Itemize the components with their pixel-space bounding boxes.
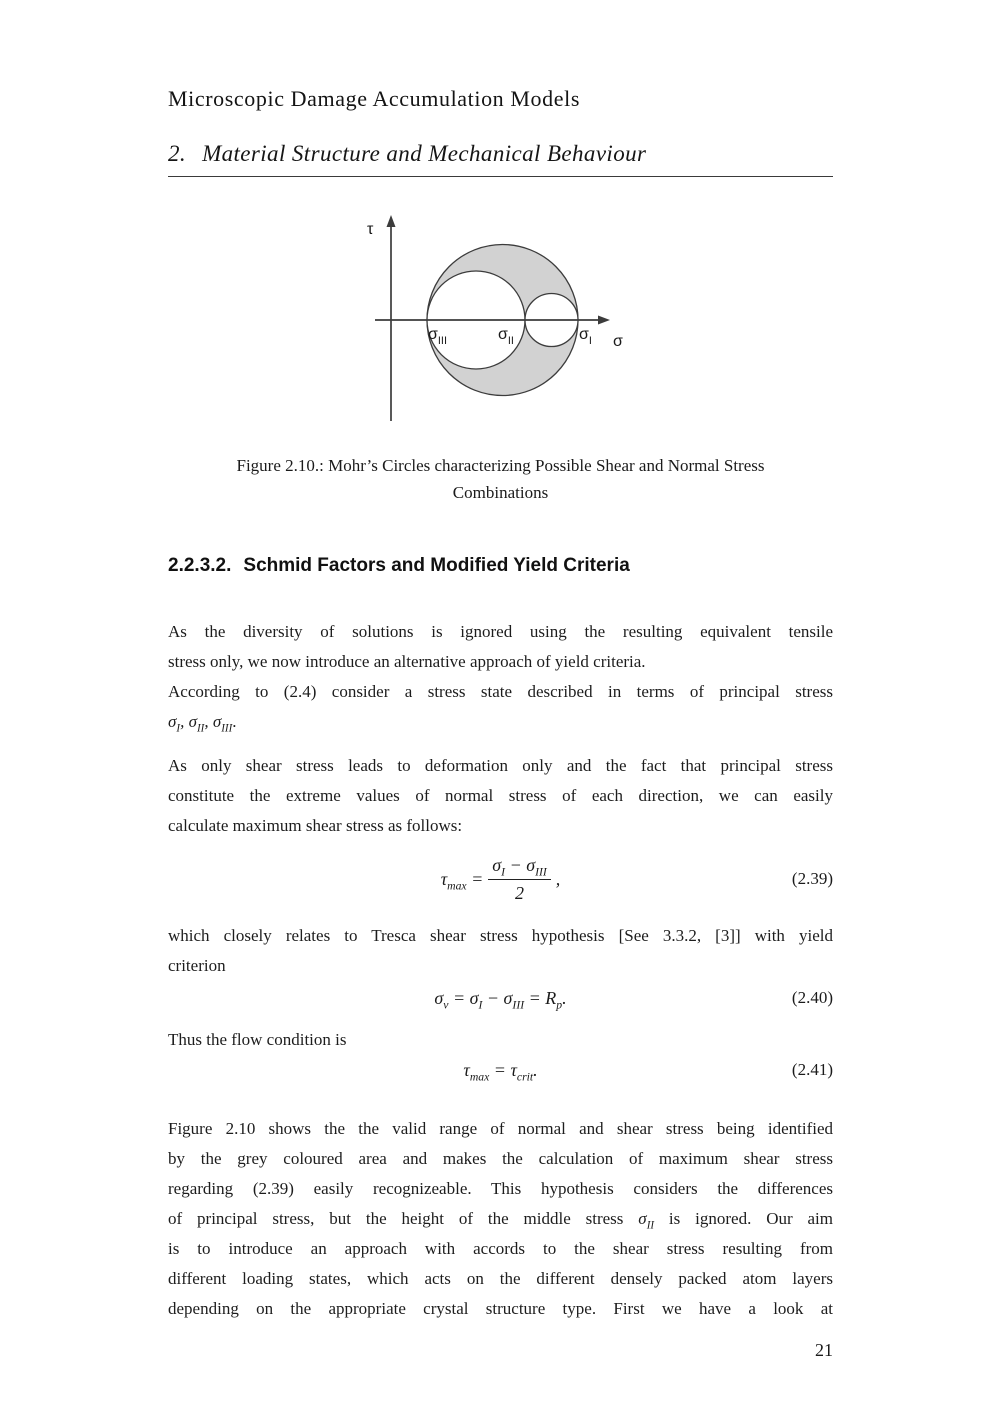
text-line: stress only, we now introduce an alternative approach of yield criteria. [168, 652, 646, 671]
equation-2-39-lhs: $\tau_{max}$ = [440, 868, 484, 893]
chapter-heading [168, 141, 833, 167]
mohr-circles-diagram [358, 206, 648, 438]
page-number: 21 [815, 1340, 833, 1360]
text-line: is to introduce an approach with accords to the shear stress resulting from [168, 1239, 833, 1258]
paragraph-1 [168, 617, 833, 737]
sigma-II-label: $\sigma_{II}$ [498, 326, 514, 347]
figure-caption [168, 452, 833, 506]
tau-axis-label: τ [367, 221, 374, 238]
text-line: of principal stress, but the height of the middle stress $\sigma_{II}$ is ignored. Our aim [168, 1209, 833, 1232]
subsection-number: 2.2.3.2. [168, 555, 232, 576]
paragraph-2 [168, 751, 833, 841]
fraction-numerator: $\sigma_I - \sigma_{III}$ [488, 855, 551, 880]
subsection-heading [168, 555, 833, 577]
equation-2-39-post: , [555, 868, 561, 889]
subsection-title: Schmid Factors and Modified Yield Criteria [243, 555, 630, 576]
sigma-axis-arrow-icon [598, 316, 610, 325]
equation-2-41 [168, 1055, 833, 1085]
sigma-III-label: $\sigma_{III}$ [428, 326, 448, 347]
paragraph-5 [168, 1114, 833, 1324]
text-line: regarding (2.39) easily recognizeable. This hypothesis considers the differences [168, 1179, 833, 1198]
text-line: depending on the appropriate crystal structure type. First we have a look at [168, 1299, 833, 1318]
equation-2-40-tag: (2.40) [791, 988, 833, 1007]
text-line: which closely relates to Tresca shear stress hypothesis [See 3.3.2, [3]] with yield [168, 926, 833, 945]
equation-2-40-body: $\sigma_v = \sigma_I - \sigma_{III} = R_p$. [434, 987, 567, 1012]
text-line: constitute the extreme values of normal stress of each direction, we can easily [168, 786, 833, 805]
text-line: calculate maximum shear stress as follows: [168, 816, 463, 835]
text-line: different loading states, which acts on the different densely packed atom layers [168, 1269, 833, 1288]
tau-axis-arrow-icon [387, 215, 396, 227]
running-header: Microscopic Damage Accumulation Models [168, 86, 580, 111]
fraction-denominator: 2 [515, 882, 525, 903]
equation-2-39-fraction [488, 855, 551, 904]
text-line: $\sigma_I$, $\sigma_{II}$, $\sigma_{III}$. [168, 712, 237, 735]
chapter-number: 2. [168, 141, 187, 166]
equation-2-39 [168, 851, 833, 907]
text-line: As only shear stress leads to deformation only and the fact that principal stress [168, 756, 833, 775]
text-line: As the diversity of solutions is ignored using the resulting equivalent tensile [168, 622, 833, 641]
text-line: According to (2.4) consider a stress state described in terms of principal stress [168, 682, 833, 701]
text-line: Thus the flow condition is [168, 1030, 347, 1049]
equation-2-41-tag: (2.41) [791, 1060, 833, 1079]
sigma-axis-label: σ [613, 333, 623, 350]
text-line: Figure 2.10 shows the the valid range of normal and shear stress being identified [168, 1119, 833, 1138]
equation-2-41-body: $\tau_{max} = \tau_{crit}$. [463, 1059, 538, 1084]
paragraph-3 [168, 921, 833, 981]
paragraph-4 [168, 1025, 833, 1055]
equation-2-40 [168, 983, 833, 1013]
equation-2-39-tag: (2.39) [791, 869, 833, 888]
text-line: criterion [168, 956, 226, 975]
header-rule [168, 176, 833, 177]
figure-caption-line1: Figure 2.10.: Mohr’s Circles characterizing Possible Shear and Normal Stress [236, 456, 765, 475]
chapter-title: Material Structure and Mechanical Behaviour [202, 141, 647, 166]
figure-caption-line2: Combinations [452, 483, 549, 502]
text-line: by the grey coloured area and makes the calculation of maximum shear stress [168, 1149, 833, 1168]
sigma-I-label: $\sigma_I$ [579, 326, 592, 347]
mohr-circles-figure [358, 206, 648, 438]
